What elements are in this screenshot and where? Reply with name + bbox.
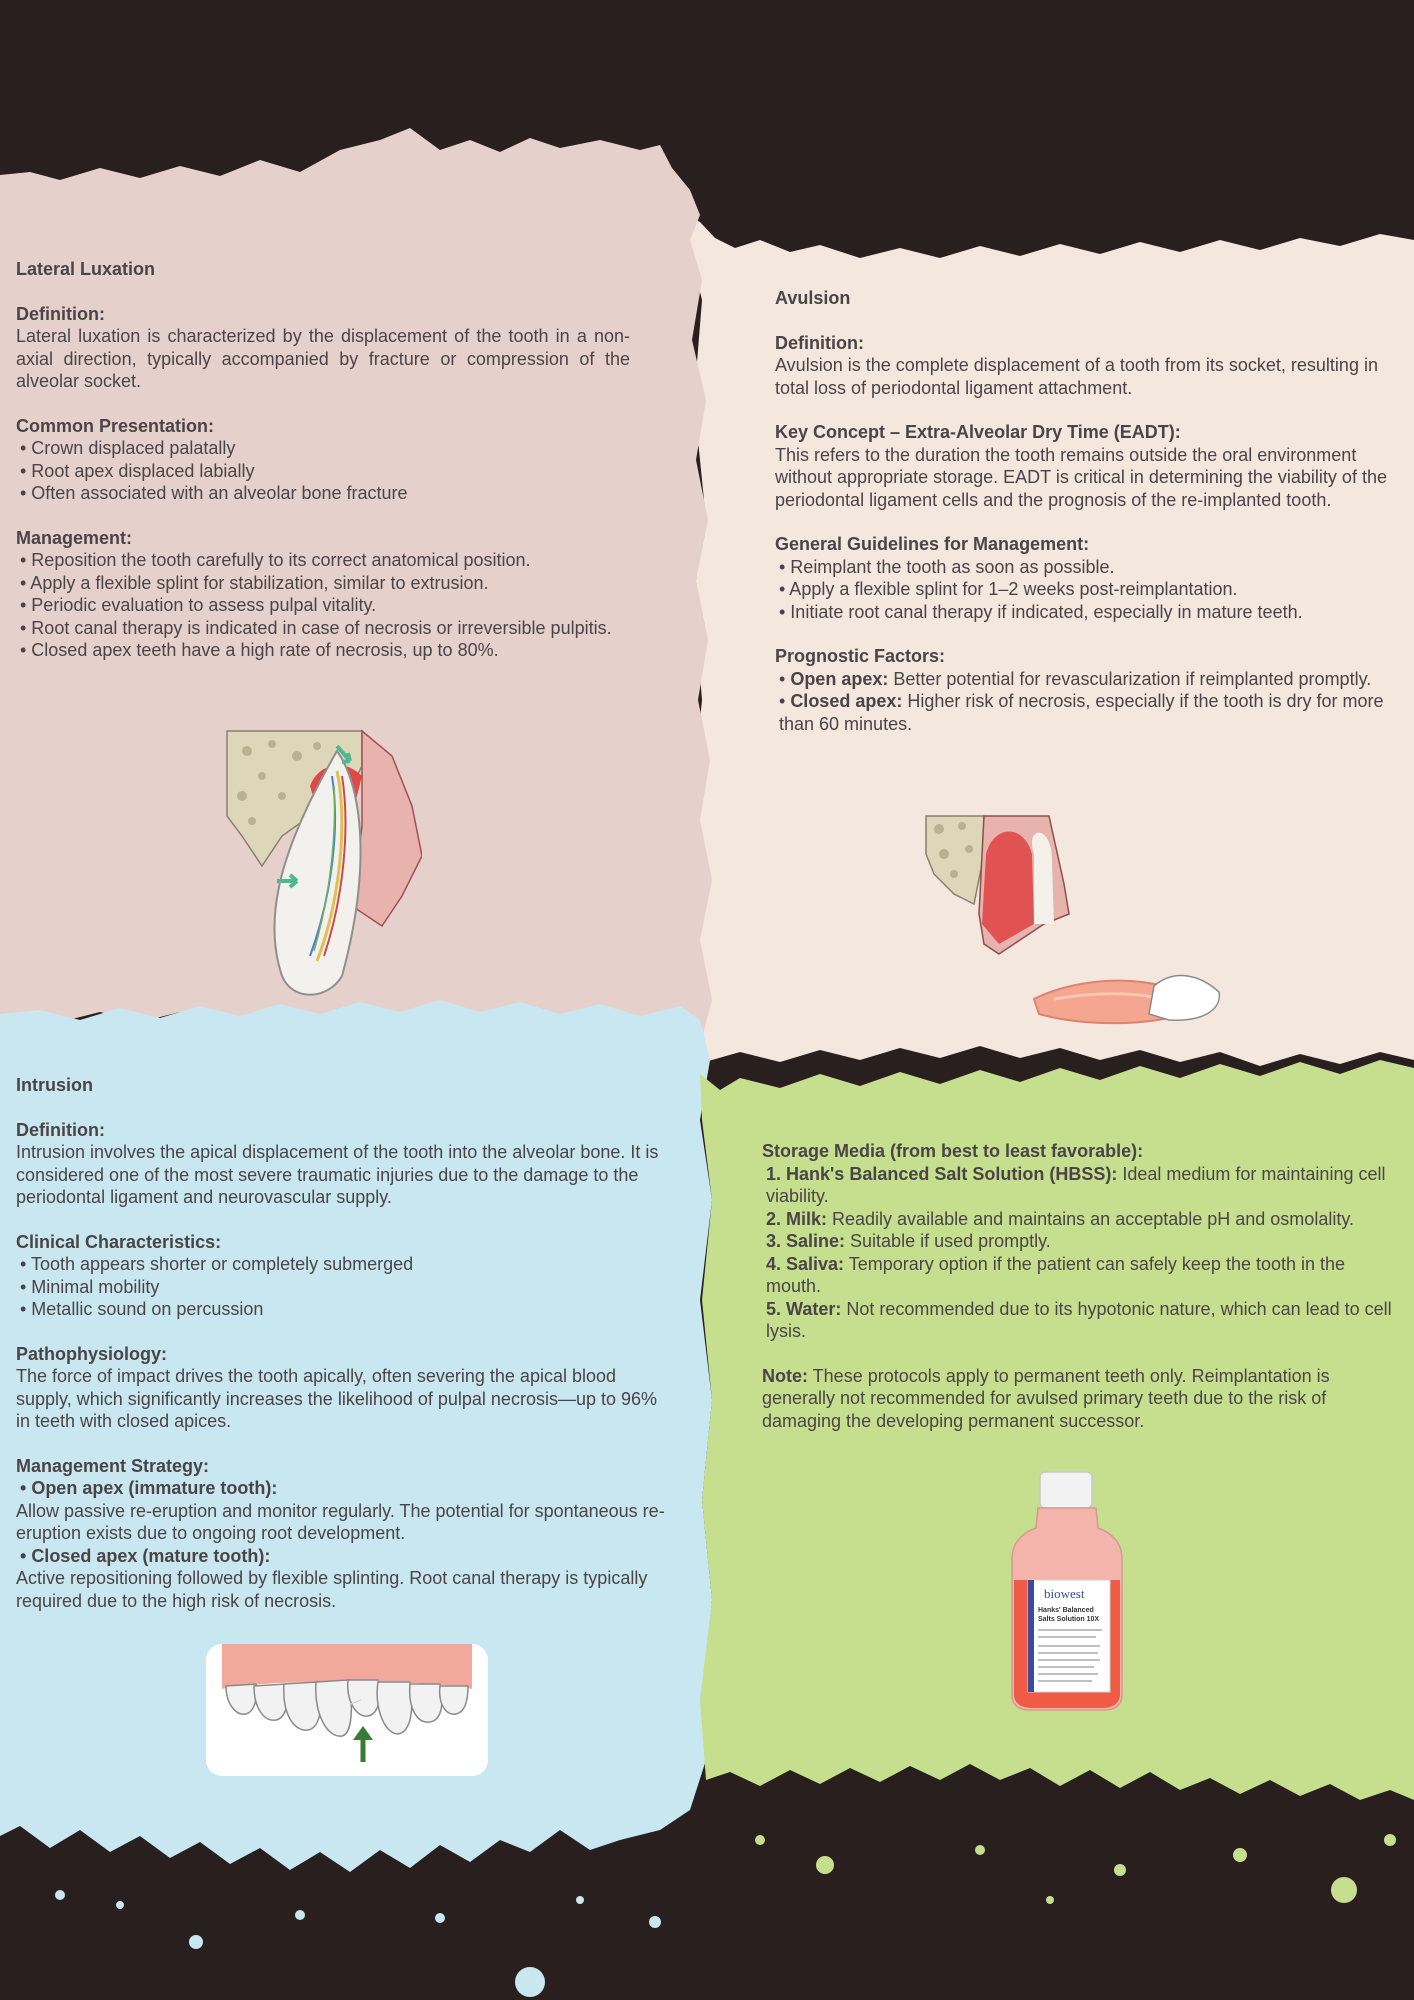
- bottle-product-line1: Hanks' Balanced: [1038, 1607, 1094, 1614]
- avulsion-section: [775, 287, 1405, 735]
- definition-heading: Definition:: [16, 1119, 105, 1140]
- item-text: Higher risk of necrosis, especially if the tooth is dry for more than 60 minutes.: [779, 691, 1384, 734]
- eadt-text: This refers to the duration the tooth remains outside the oral environment without appropriate storage. EADT is critical in determining the viability of the periodontal ligament cells and the prognosis of the re-implanted tooth.: [775, 444, 1387, 510]
- item-text: Ideal medium for maintaining cell viability.: [766, 1163, 1386, 1206]
- section-title: Avulsion: [775, 288, 851, 308]
- list-item: • Root canal therapy is indicated in case of necrosis or irreversible pulpitis.: [20, 617, 612, 638]
- item-label: 3. Saline:: [766, 1231, 846, 1251]
- list-item: [762, 1230, 1392, 1253]
- note-body: These protocols apply to permanent teeth only. Reimplantation is generally not recommended for avulsed primary teeth due to the risk of damaging the developing permanent successor.: [762, 1365, 1330, 1431]
- bottle-brand: biowest: [1044, 1586, 1085, 1601]
- pathophysiology-heading: Pathophysiology:: [16, 1343, 168, 1364]
- definition-text: Avulsion is the complete displacement of a tooth from its socket, resulting in total loss of periodontal ligament attachment.: [775, 355, 1378, 398]
- closed-apex-text: Active repositioning followed by flexible splinting. Root canal therapy is typically required due to the high risk of necrosis.: [16, 1568, 648, 1611]
- definition-text: Lateral luxation is characterized by the displacement of the tooth in a non-axial direction, typically accompanied by fracture or compression of the alveolar socket.: [16, 326, 630, 391]
- list-item: • Periodic evaluation to assess pulpal vitality.: [20, 595, 377, 615]
- item-label: Open apex:: [790, 668, 889, 689]
- list-item: • Often associated with an alveolar bone fracture: [20, 483, 408, 503]
- list-item: • Closed apex: Higher risk of necrosis, especially if the tooth is dry for more than 60 minutes.: [779, 691, 1384, 734]
- presentation-heading: Common Presentation:: [16, 415, 215, 436]
- item-label: 4. Saliva:: [766, 1253, 845, 1274]
- section-title: Intrusion: [16, 1075, 93, 1095]
- list-item: [762, 1298, 1392, 1343]
- avulsed-tooth-icon: [924, 814, 1224, 1034]
- list-item: • Root apex displaced labially: [20, 460, 255, 481]
- open-apex-heading: • Open apex (immature tooth):: [20, 1478, 278, 1498]
- list-item: [762, 1163, 1392, 1208]
- list-item: [762, 1253, 1392, 1298]
- intrusion-section: [16, 1074, 676, 1612]
- list-item: [762, 1208, 1392, 1231]
- list-item: • Initiate root canal therapy if indicated, especially in mature teeth.: [779, 601, 1303, 622]
- closed-apex-heading: • Closed apex (mature tooth):: [20, 1545, 271, 1566]
- item-label: 5. Water:: [766, 1298, 842, 1319]
- closed-apex-label: Closed apex (mature tooth):: [31, 1545, 271, 1566]
- item-label: 1. Hank's Balanced Salt Solution (HBSS):: [766, 1163, 1118, 1184]
- guidelines-heading: General Guidelines for Management:: [775, 534, 1090, 554]
- pathophysiology-text: The force of impact drives the tooth apically, often severing the apical blood supply, which significantly increases the likelihood of pulpal necrosis—up to 96% in teeth with closed apices.: [16, 1366, 658, 1431]
- open-apex-text: Allow passive re-eruption and monitor regularly. The potential for spontaneous re-eruption exists due to ongoing root development.: [16, 1500, 665, 1543]
- item-label: 2. Milk:: [766, 1208, 828, 1229]
- list-item: • Metallic sound on percussion: [20, 1299, 264, 1319]
- hbss-bottle-icon: [1010, 1470, 1125, 1712]
- item-text: Readily available and maintains an acceptable pH and osmolality.: [827, 1208, 1354, 1229]
- list-item: • Closed apex teeth have a high rate of necrosis, up to 80%.: [20, 640, 499, 660]
- definition-heading: Definition:: [775, 332, 864, 353]
- list-item: • Apply a flexible splint for stabilization, similar to extrusion.: [20, 572, 489, 593]
- strategy-heading: Management Strategy:: [16, 1455, 210, 1476]
- note-label: Note:: [762, 1365, 808, 1386]
- item-text: Better potential for revascularization if reimplanted promptly.: [888, 668, 1372, 689]
- list-item: • Reposition the tooth carefully to its correct anatomical position.: [20, 550, 531, 570]
- management-heading: Management:: [16, 527, 133, 548]
- eadt-heading: Key Concept – Extra-Alveolar Dry Time (EADT):: [775, 422, 1181, 442]
- item-text: Suitable if used promptly.: [845, 1231, 1051, 1251]
- definition-text: Intrusion involves the apical displacement of the tooth into the alveolar bone. It is considered one of the most severe traumatic injuries due to the damage to the periodontal ligament and neurovascular supply.: [16, 1142, 659, 1207]
- item-label: Closed apex:: [790, 691, 903, 711]
- list-item: • Crown displaced palatally: [20, 438, 236, 458]
- open-apex-label: Open apex (immature tooth):: [31, 1478, 278, 1498]
- item-text: Temporary option if the patient can safely keep the tooth in the mouth.: [766, 1253, 1346, 1296]
- list-item: • Reimplant the tooth as soon as possible.: [779, 556, 1115, 577]
- tooth-lateral-luxation-icon: [222, 726, 422, 1001]
- list-item: • Apply a flexible splint for 1–2 weeks post-reimplantation.: [779, 579, 1238, 599]
- prognostic-heading: Prognostic Factors:: [775, 646, 946, 666]
- definition-heading: Definition:: [16, 303, 105, 324]
- storage-heading: Storage Media (from best to least favorable):: [762, 1141, 1144, 1161]
- item-text: Not recommended due to its hypotonic nature, which can lead to cell lysis.: [766, 1298, 1392, 1341]
- intruded-tooth-icon: [206, 1644, 488, 1776]
- storage-section: [762, 1140, 1392, 1432]
- section-title: Lateral Luxation: [16, 259, 156, 279]
- list-item: • Tooth appears shorter or completely submerged: [20, 1254, 414, 1274]
- bottle-product-line2: Salts Solution 10X: [1038, 1616, 1100, 1623]
- list-item: • Open apex: Better potential for revascularization if reimplanted promptly.: [779, 668, 1372, 689]
- lateral-luxation-section: [16, 258, 630, 662]
- list-item: • Minimal mobility: [20, 1276, 160, 1297]
- clinical-heading: Clinical Characteristics:: [16, 1231, 222, 1252]
- note-text: [762, 1365, 1392, 1433]
